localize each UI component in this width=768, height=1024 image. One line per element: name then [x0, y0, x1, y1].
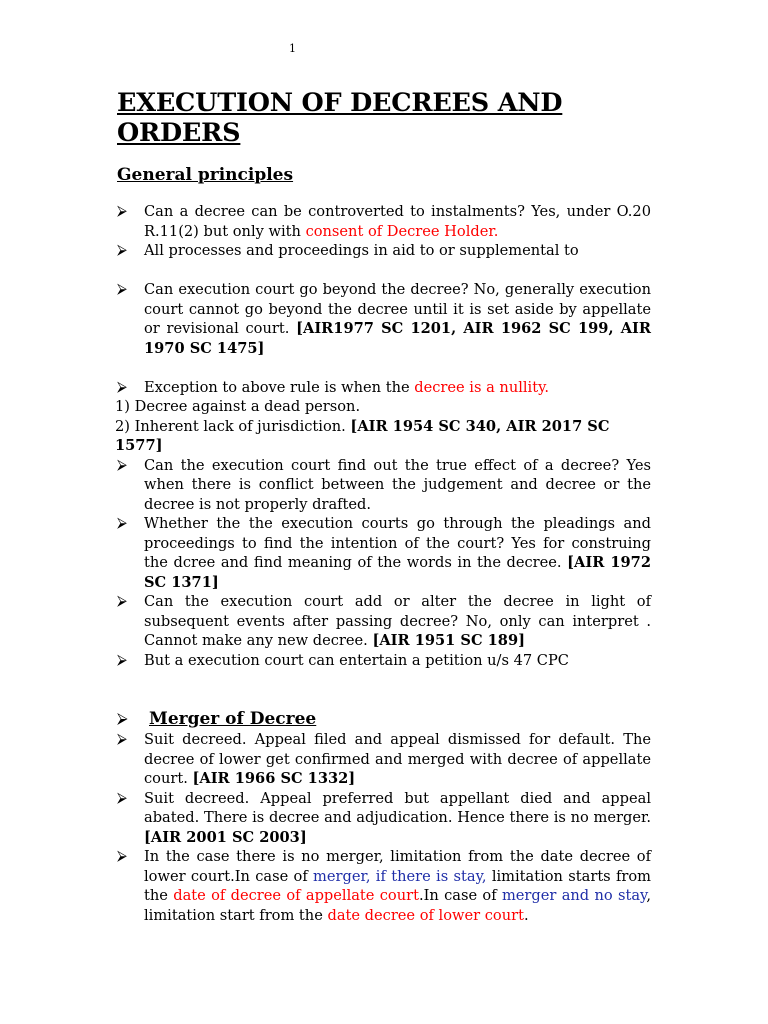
- item-citation: [AIR 1951 SC 189]: [372, 632, 526, 649]
- item-highlight: consent of Decree Holder.: [305, 222, 499, 240]
- item-text: , limitation start from the: [144, 887, 651, 924]
- item-text: Exception to above rule is when the: [144, 378, 415, 396]
- arrowhead-bullet-icon: ⮚: [117, 709, 128, 727]
- list-item: [117, 280, 651, 358]
- item-text: Can a decree can be controverted to instalments? Yes, under O.20 R.11(2) but only with: [144, 203, 651, 240]
- item-text: .In case of: [418, 887, 502, 904]
- section-heading-merger-of-decree: Merger of Decree: [149, 709, 317, 729]
- list-item: [117, 592, 651, 651]
- item-highlight-blue: merger and no stay: [501, 887, 647, 904]
- item-text: All processes and proceedings in aid to or supplemental to: [144, 242, 579, 259]
- item-text: Suit decreed. Appeal preferred but appellant died and appeal abated. There is decree and adjudication. Hence there is no merger.: [144, 789, 651, 826]
- document-page: [117, 88, 651, 925]
- item-highlight: date of decree of appellate court: [173, 887, 419, 904]
- item-text: .: [523, 906, 529, 924]
- list-item: [117, 789, 651, 848]
- item-text: Can the execution court find out the true effect of a decree? Yes when there is conflict between the judgement and decree or the decree is not properly drafted.: [144, 456, 651, 513]
- merger-list: [117, 730, 651, 925]
- general-principles-list-3: [117, 378, 651, 398]
- list-item: [117, 241, 651, 261]
- arrowhead-bullet-icon: ⮚: [117, 593, 127, 609]
- arrowhead-bullet-icon: ⮚: [117, 515, 127, 531]
- item-text: 2) Inherent lack of jurisdiction.: [115, 417, 351, 435]
- item-citation: [AIR 1972 SC 1371]: [144, 554, 651, 591]
- list-item: [117, 730, 651, 789]
- item-citation: [AIR 2001 SC 2003]: [144, 828, 307, 846]
- item-text: Can the execution court add or alter the decree in light of subsequent events after passing decree? No, only can interpret . Cannot make any new decree.: [144, 593, 651, 649]
- merger-heading-row: [117, 708, 651, 730]
- arrowhead-bullet-icon: ⮚: [117, 651, 127, 668]
- list-item: [117, 378, 651, 398]
- numbered-line: 1) Decree against a dead person.: [115, 398, 361, 415]
- item-citation: [AIR 1966 SC 1332]: [192, 770, 356, 787]
- arrowhead-bullet-icon: ⮚: [117, 203, 127, 219]
- item-text: Suit decreed. Appeal filed and appeal dismissed for default. The decree of lower get confirmed and merged with decree of appellate court.: [144, 731, 651, 787]
- title-line-1: EXECUTION OF DECREES AND: [117, 88, 563, 118]
- item-text: Whether the the execution courts go through the pleadings and proceedings to find the intention of the court? Yes for construing the dcree and find meaning of the words in the decree.: [144, 515, 651, 571]
- arrowhead-bullet-icon: ⮚: [117, 281, 127, 297]
- item-text: Can execution court go beyond the decree? No, generally execution court cannot go beyond the decree until it is set aside by appellate or revisional court.: [144, 281, 651, 337]
- arrowhead-bullet-icon: ⮚: [117, 731, 127, 747]
- general-principles-list-4: [117, 456, 651, 671]
- item-citation: [AIR 1954 SC 340, AIR 2017 SC 1577]: [115, 417, 610, 454]
- arrowhead-bullet-icon: ⮚: [117, 242, 127, 258]
- item-text: But a execution court can entertain a petition u/s 47 CPC: [144, 651, 569, 669]
- arrowhead-bullet-icon: ⮚: [117, 789, 127, 806]
- arrowhead-bullet-icon: ⮚: [117, 848, 127, 864]
- general-principles-list: [117, 202, 651, 261]
- arrowhead-bullet-icon: ⮚: [117, 378, 127, 395]
- list-item: [117, 847, 651, 925]
- item-highlight: date decree of lower court: [327, 906, 524, 924]
- item-text: limitation starts from the: [144, 867, 651, 904]
- item-highlight-blue: merger, if there is stay,: [313, 867, 487, 885]
- general-principles-list-2: [117, 280, 651, 358]
- page-number: 1: [289, 42, 296, 55]
- item-citation: [AIR1977 SC 1201, AIR 1962 SC 199, AIR 1970 SC 1475]: [144, 320, 651, 357]
- arrowhead-bullet-icon: ⮚: [117, 456, 127, 473]
- list-item: [117, 456, 651, 515]
- item-highlight: decree is a nullity.: [414, 378, 550, 396]
- list-item: [117, 202, 651, 241]
- title-line-2: ORDERS: [117, 118, 241, 148]
- list-item: [117, 514, 651, 592]
- section-heading-general-principles: General principles: [117, 165, 294, 185]
- numbered-line: [115, 417, 651, 456]
- item-text: In the case there is no merger, limitation from the date decree of lower court.In case of: [144, 848, 651, 885]
- list-item: [117, 651, 651, 671]
- document-title: [117, 88, 651, 148]
